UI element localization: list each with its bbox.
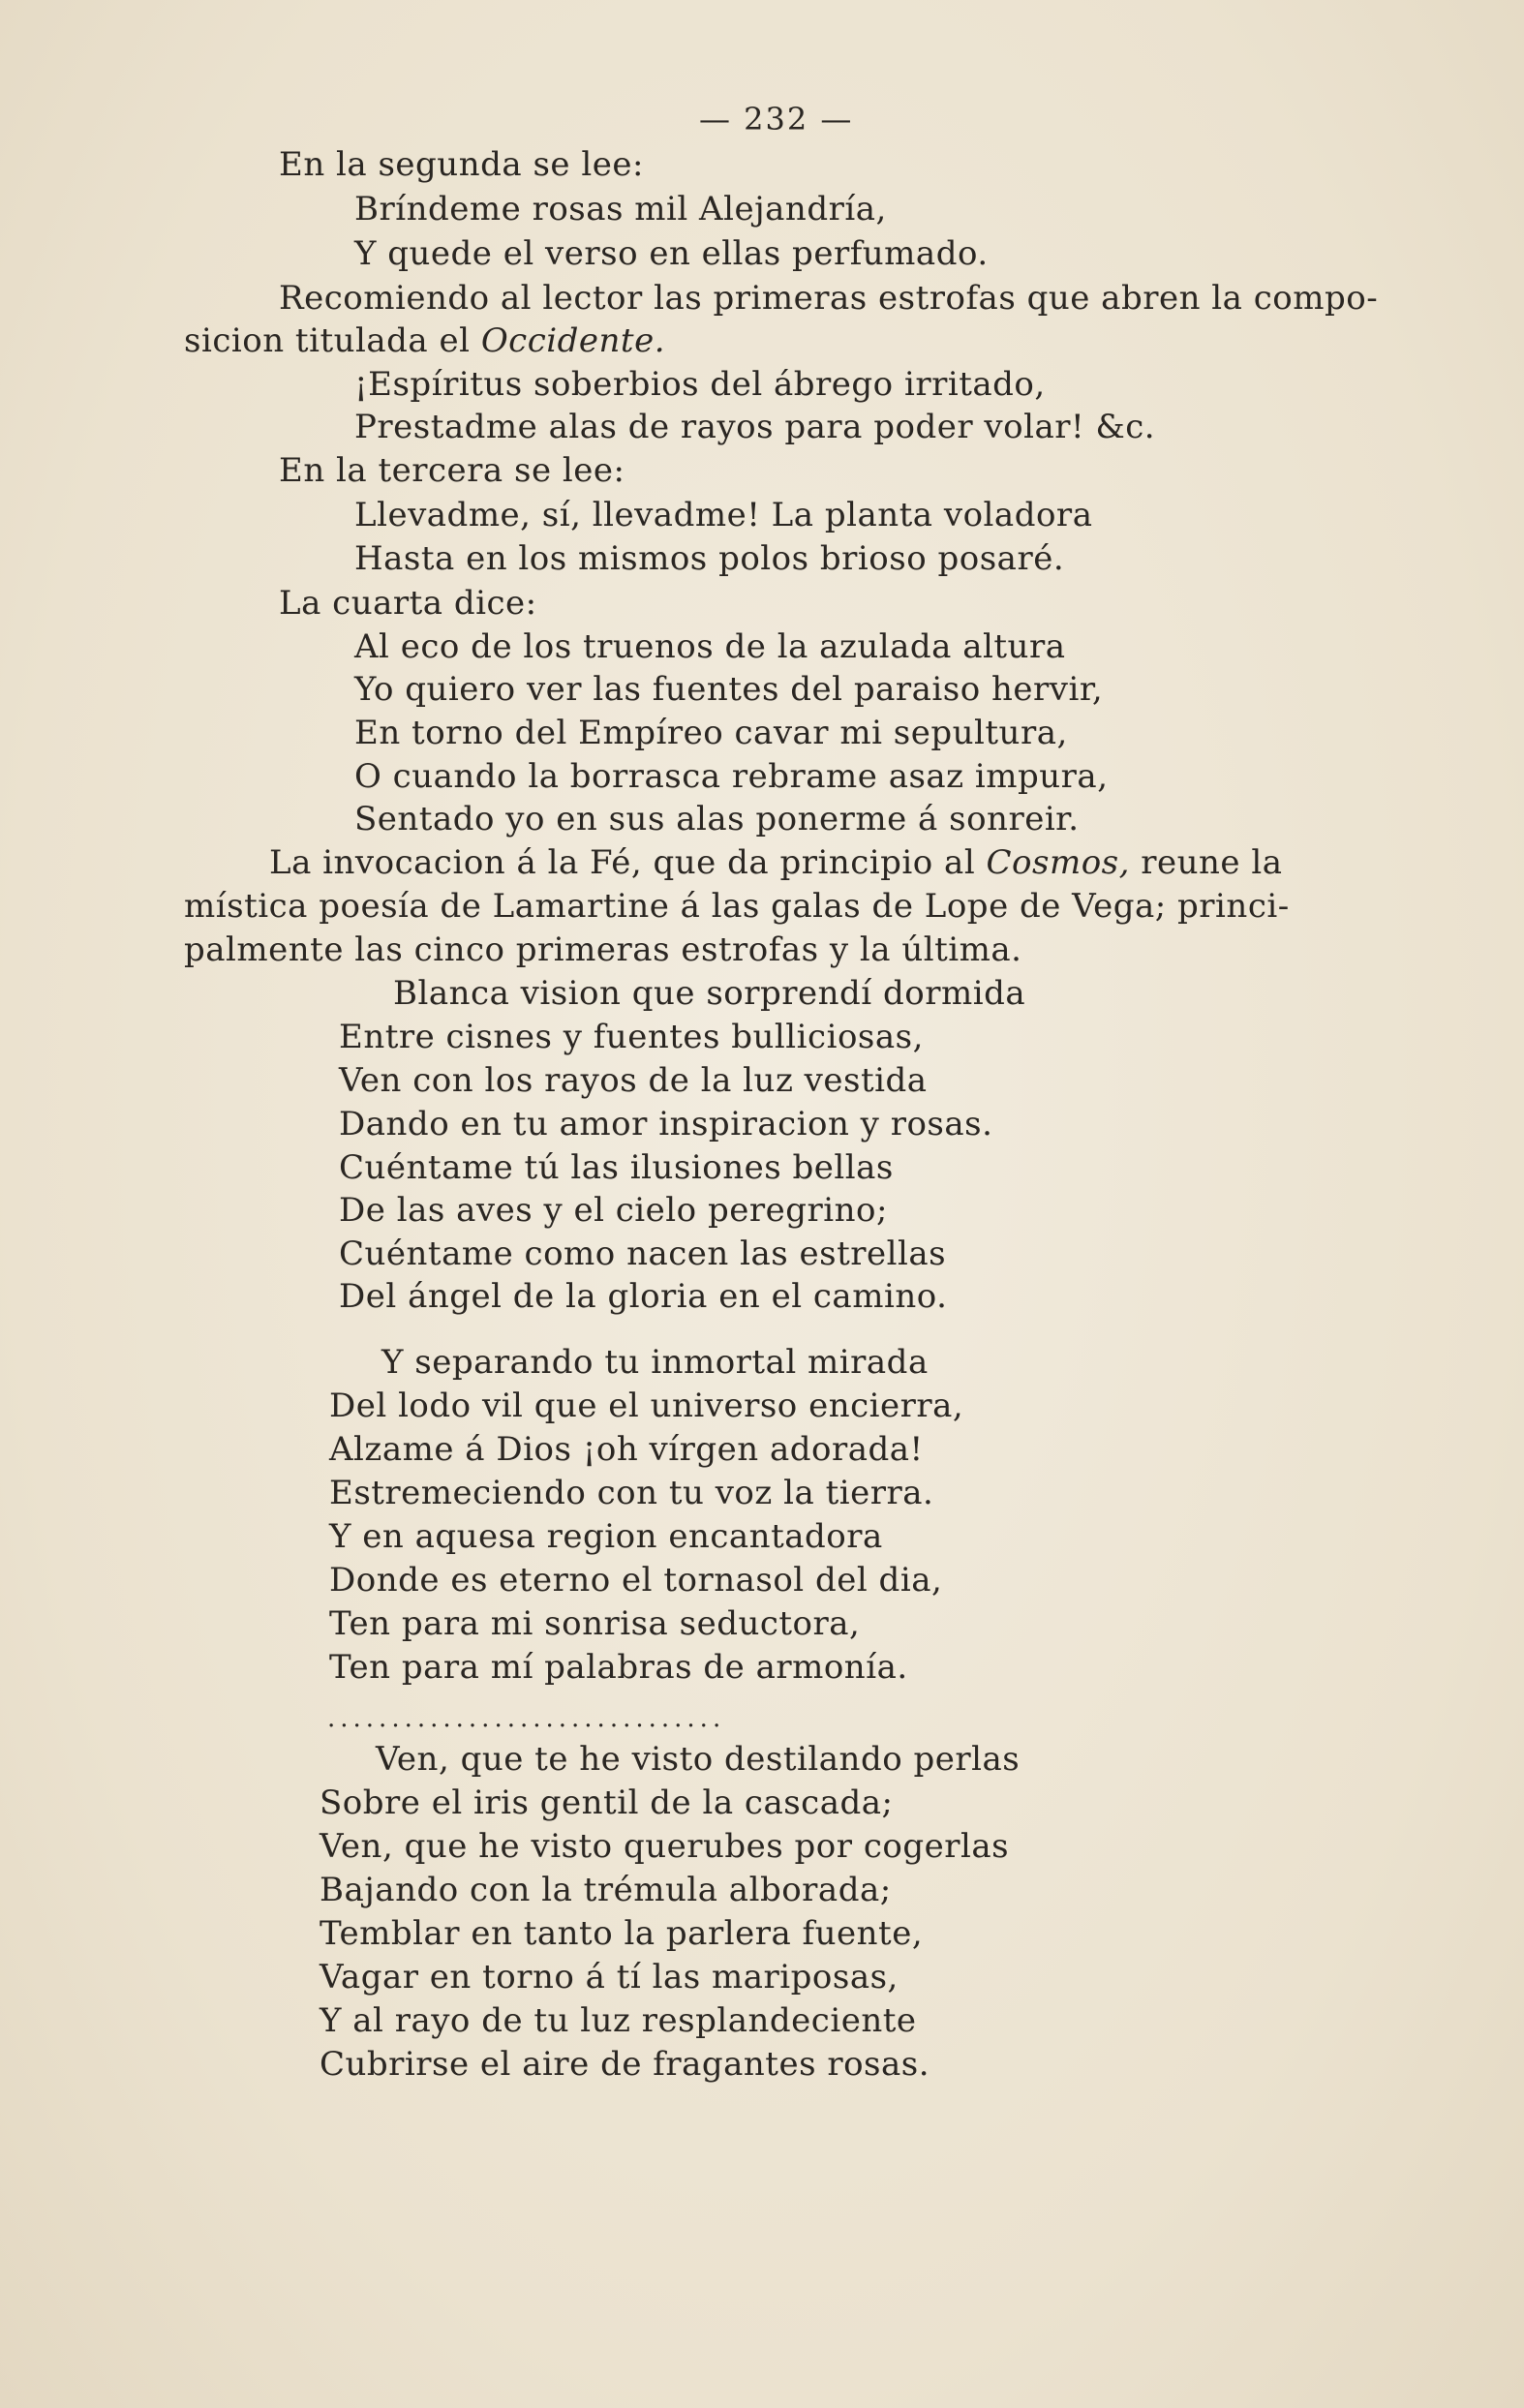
intro-line: La cuarta dice: <box>279 584 537 623</box>
verse-line: Estremeciendo con tu voz la tierra. <box>329 1474 934 1512</box>
page-number: — 232 — <box>699 101 854 137</box>
verse-line: En torno del Empíreo cavar mi sepultura, <box>354 714 1068 752</box>
verse-line: Al eco de los truenos de la azulada altura <box>354 627 1066 666</box>
verse-line: Ten para mí palabras de armonía. <box>329 1648 908 1687</box>
verse-line: Sobre el iris gentil de la cascada; <box>320 1783 894 1822</box>
verse-line: Y al rayo de tu luz resplandeciente <box>320 2001 917 2040</box>
intro-line: En la segunda se lee: <box>279 145 644 184</box>
verse-line: Del lodo vil que el universo encierra, <box>329 1387 964 1425</box>
paragraph-text: reune la <box>1129 843 1283 882</box>
paragraph-text: sicion titulada el <box>184 321 481 360</box>
verse-line: O cuando la borrasca rebrame asaz impura, <box>354 757 1109 796</box>
verse-line: Llevadme, sí, llevadme! La planta voladora <box>354 496 1093 534</box>
verse-line: Y separando tu inmortal mirada <box>381 1343 929 1382</box>
verse-line: Alzame á Dios ¡oh vírgen adorada! <box>329 1430 924 1469</box>
verse-line: Temblar en tanto la parlera fuente, <box>320 1914 924 1953</box>
verse-line: Ten para mi sonrisa seductora, <box>329 1604 861 1643</box>
verse-line: Del ángel de la gloria en el camino. <box>339 1277 948 1316</box>
verse-line: Prestadme alas de rayos para poder volar! &c. <box>354 408 1156 446</box>
verse-line: Donde es eterno el tornasol del dia, <box>329 1561 943 1600</box>
verse-line: Ven, que te he visto destilando perlas <box>376 1740 1021 1779</box>
verse-line: Yo quiero ver las fuentes del paraiso hervir, <box>354 670 1104 709</box>
paragraph-line <box>184 320 665 362</box>
verse-line: Hasta en los mismos polos brioso posaré. <box>354 539 1065 578</box>
verse-line: Cubrirse el aire de fragantes rosas. <box>320 2045 930 2084</box>
verse-line: Ven con los rayos de la luz vestida <box>339 1061 928 1100</box>
work-title: Occidente. <box>480 321 666 360</box>
verse-line: Dando en tu amor inspiracion y rosas. <box>339 1105 993 1143</box>
work-title: Cosmos, <box>986 843 1130 882</box>
paragraph-text: La invocacion á la Fé, que da principio al <box>269 843 987 882</box>
verse-line: Vagar en torno á tí las mariposas, <box>320 1958 899 1997</box>
verse-line: Bríndeme rosas mil Alejandría, <box>354 190 887 229</box>
verse-line: Cuéntame como nacen las estrellas <box>339 1234 947 1273</box>
paragraph-line: Recomiendo al lector las primeras estrofas que abren la compo- <box>279 279 1379 318</box>
verse-line: Sentado yo en sus alas ponerme á sonreir. <box>354 800 1080 838</box>
verse-line: De las aves y el cielo peregrino; <box>339 1191 888 1230</box>
verse-line: Bajando con la trémula alborada; <box>320 1871 892 1909</box>
paragraph-line: palmente las cinco primeras estrofas y la última. <box>184 930 1022 969</box>
verse-line: Y quede el verso en ellas perfumado. <box>354 234 989 273</box>
intro-line: En la tercera se lee: <box>279 451 625 490</box>
ellipsis-line: ............................... <box>327 1704 726 1733</box>
paragraph-line: mística poesía de Lamartine á las galas de Lope de Vega; princi- <box>184 887 1290 926</box>
verse-line: Blanca vision que sorprendí dormida <box>393 974 1026 1013</box>
verse-line: ¡Espíritus soberbios del ábrego irritado, <box>354 365 1046 404</box>
paragraph-line <box>269 841 1282 884</box>
verse-line: Y en aquesa region encantadora <box>329 1517 883 1556</box>
verse-line: Cuéntame tú las ilusiones bellas <box>339 1148 894 1187</box>
verse-line: Entre cisnes y fuentes bulliciosas, <box>339 1018 924 1056</box>
verse-line: Ven, que he visto querubes por cogerlas <box>320 1827 1010 1866</box>
